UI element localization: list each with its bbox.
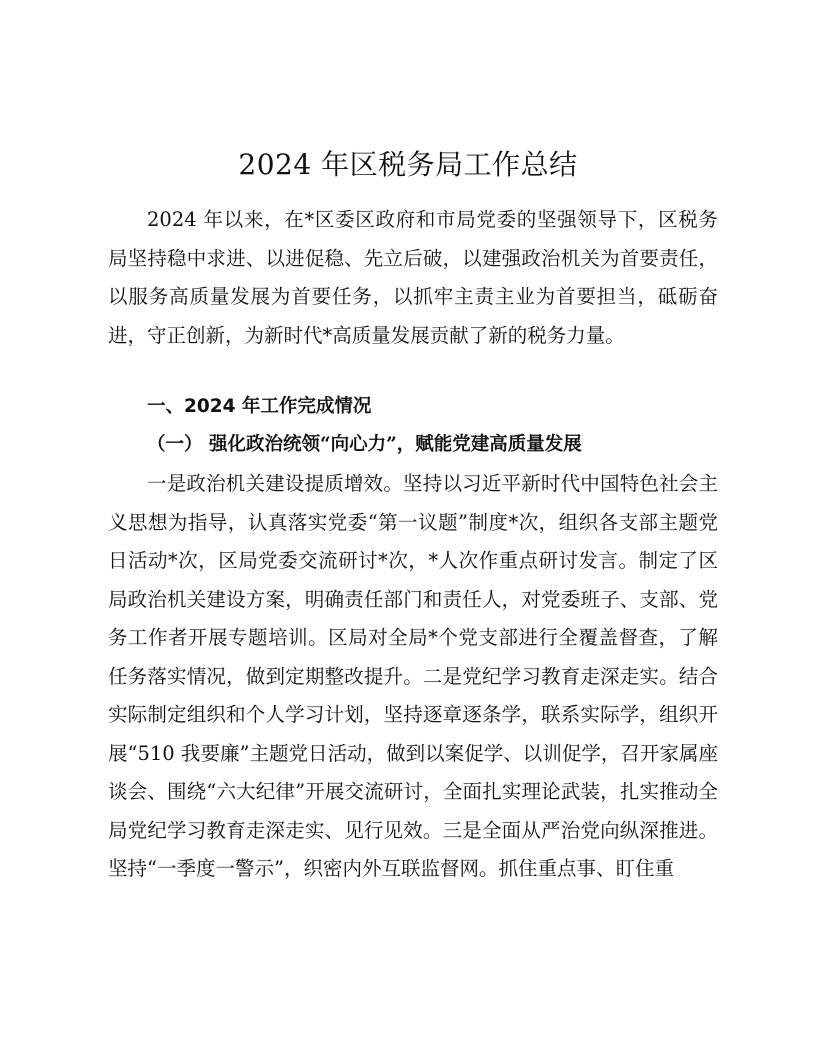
subsection-heading: （一） 强化政治统领“向心力”，赋能党建高质量发展 bbox=[147, 434, 582, 455]
document-title: 2024 年区税务局工作总结 bbox=[238, 148, 578, 181]
section-heading: 一、2024 年工作完成情况 bbox=[147, 396, 372, 417]
body-paragraph: 一是政治机关建设提质增效。坚持以习近平新时代中国特色社会主义思想为指导，认真落实党委“第一议题”制度*次，组织各支部主题党日活动*次，区局党委交流研讨*次，*人次作重点研讨发言。制定了区局政治机关建设方案，明确责任部门和责任人，对党委班子、支部、党务工作者开展专题培训。区局对全局*个党支部进行全覆盖督查，了解任务落实情况，做到定期整改提升。二是党纪学习教育走深走实。结合实际制定组织和个人学习计划，坚持逐章逐条学，联系实际学，组织开展“510 我要廉”主题党日活动，做到以案促学、以训促学，召开家属座谈会、围绕“六大纪律”开展交流研讨，全面扎实理论武装，扎实推动全局党纪学习教育走深走实、见行见效。三是全面从严治党向纵深推进。坚持“一季度一警示”，织密内外互联监督网。抓住重点事、盯住重 bbox=[108, 472, 718, 880]
intro-paragraph: 2024 年以来，在*区委区政府和市局党委的坚强领导下，区税务局坚持稳中求进、以进促稳、先立后破，以建强政治机关为首要责任，以服务高质量发展为首要任务，以抓牢主责主业为首要担当，砥砺奋进，守正创新，为新时代*高质量发展贡献了新的税务力量。 bbox=[108, 208, 718, 347]
